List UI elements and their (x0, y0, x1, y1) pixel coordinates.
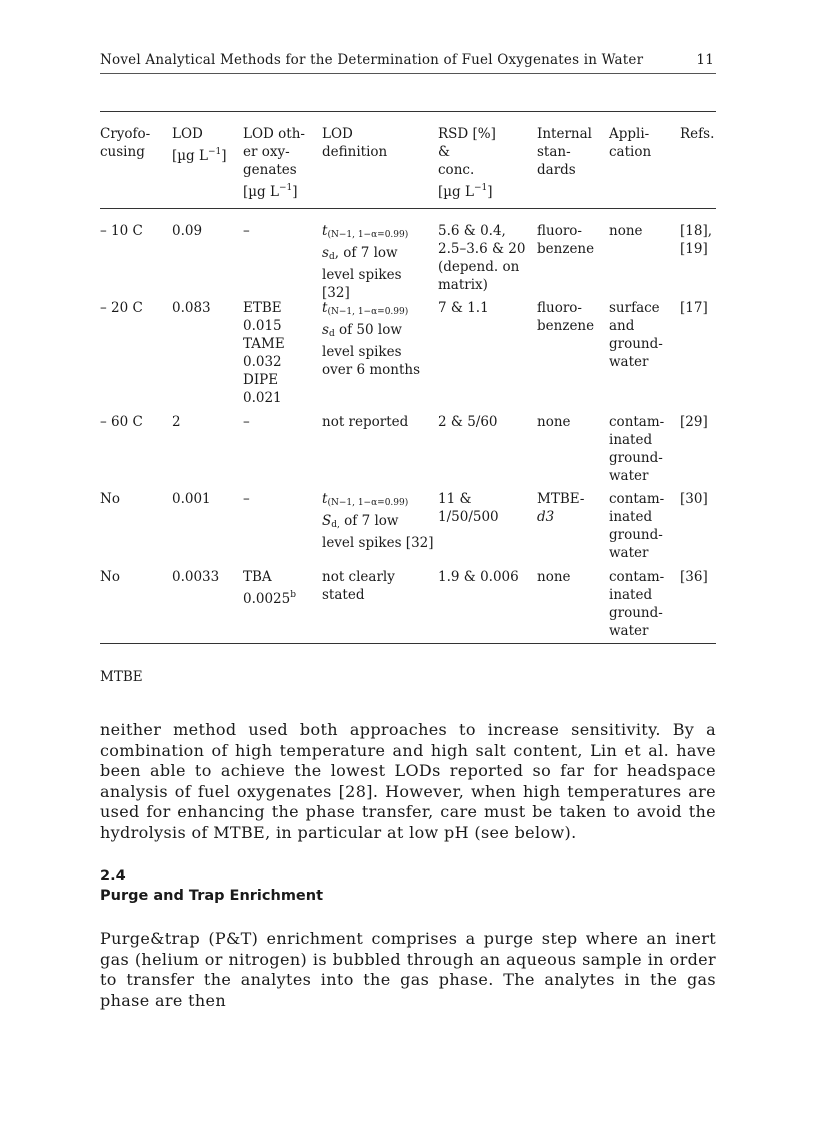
table-row: – 10 C 0.09 – $t_{(N-1, 1-\alpha=0.99)}$ $s_d$, of 7 low level spikes [32] 5.6 & 0.4, 2.5–3.6 & 20 (depend. on matrix) fluoro- benzene none [18], [19] (100, 223, 713, 301)
page-number: 11 (696, 52, 714, 68)
section-number: 2.4 (100, 868, 126, 884)
header-rule (100, 73, 716, 74)
data-table (100, 111, 716, 644)
col-header-application: Appli- cation (609, 126, 652, 160)
header-title: Novel Analytical Methods for the Determination of Fuel Oxygenates in Water (100, 52, 644, 68)
table-header-rule (100, 208, 716, 209)
table-top-rule (100, 111, 716, 112)
table-row: – 60 C 2 – not reported 2 & 5/60 none contam- inated ground- water [29] (100, 414, 708, 484)
col-header-internal-standards: Internal stan- dards (537, 126, 592, 178)
lod-definition-cell: $t_{(N-1, 1-\alpha=0.99)}$ $s_d$ of 50 low level spikes over 6 months (322, 300, 421, 378)
col-header-cryofocusing: Cryofo- cusing (100, 126, 151, 160)
paragraph: Purge&trap (P&T) enrichment comprises a purge step where an inert gas (helium or nitrogen) is bubbled through an aqueous sample in order to transfer the analytes into the gas phase. The analytes in the gas phase are then (100, 929, 716, 1010)
col-header-lod-other: LOD oth- er oxy- genates [µg $L^{-1}$] (243, 126, 305, 200)
col-header-lod: LOD [µg $L^{-1}$] (172, 126, 227, 164)
col-header-refs: Refs. (680, 126, 715, 142)
table-row: No 0.001 – $t_{(N-1, 1-\alpha=0.99)}$ $S_{d,}$ of 7 low level spikes [32] 11 & 1/50/500 MTBE- d3 contam- inated ground- water [30] (100, 491, 708, 561)
table-header-row (100, 125, 716, 200)
table-row: No 0.0033 TBA 0.0025$^b$ not clearly stated 1.9 & 0.006 none contam- inated ground- water [36] (100, 569, 708, 639)
header-bar (100, 52, 716, 68)
table-bottom-rule (100, 643, 716, 644)
table-row: – 20 C 0.083 ETBE 0.015 TAME 0.032 DIPE 0.021 $t_{(N-1, 1-\alpha=0.99)}$ $s_d$ of 50 low level spikes over 6 months 7 & 1.1 fluoro- benzene surface and ground- water [17] (100, 300, 708, 406)
col-header-lod-definition: LOD definition (322, 126, 388, 160)
col-header-rsd: RSD [%] & conc. [µg $L^{-1}$] (438, 126, 496, 200)
lod-definition-cell: $t_{(N-1, 1-\alpha=0.99)}$ $S_{d,}$ of 7 low level spikes [32] (322, 491, 434, 551)
paragraph: neither method used both approaches to increase sensitivity. By a combination of high temperature and high salt content, Lin et al. have been able to achieve the lowest LODs reported so far for headspace analysis of fuel oxygenates [28]. However, when high temperatures are used for enhancing the phase transfer, care must be taken to avoid the hydrolysis of MTBE, in particular at low pH (see below). (100, 720, 716, 842)
section-title: Purge and Trap Enrichment (100, 888, 324, 904)
table-footnote: MTBE (100, 669, 143, 685)
lod-definition-cell: $t_{(N-1, 1-\alpha=0.99)}$ $s_d$, of 7 low level spikes [32] (322, 223, 409, 301)
